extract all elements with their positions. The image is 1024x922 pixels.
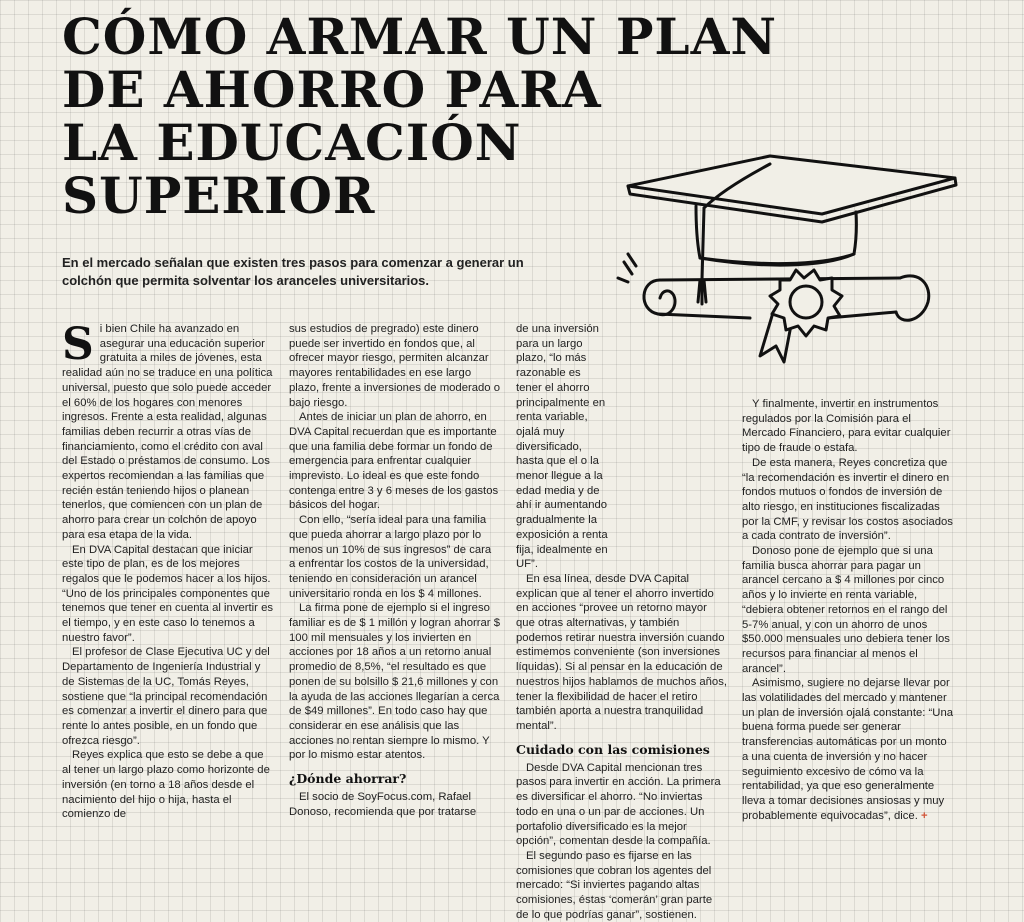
paragraph: La firma pone de ejemplo si el ingreso familiar es de $ 1 millón y logran ahorrar $ 100 mil mensuales y los invierten en acciones por 18 años a un retorno anual promedio de 8,5%, “el resultado es que ponen de su bolsillo $ 21,6 millones y con la ayuda de las acciones llegarían a cerca de $49 millones”. En todo caso hay que considerar en ese análisis que las acciones no rentan siempre lo mismo. Y por lo mismo estar atentos. — [289, 602, 500, 762]
paragraph: de una inversión para un largo plazo, “lo más razonable es tener el ahorro principalmente en renta variable, ojalá muy diversificado, hasta que el o la menor llegue a la edad media y de ahí ir aumentando gradualmente la exposición a renta fija, idealmente en UF”. — [516, 323, 608, 571]
article-column-4 — [742, 397, 954, 823]
article-column-1 — [62, 319, 274, 822]
paragraph: Y finalmente, invertir en instrumentos regulados por la Comisión para el Mercado Financiero, para evitar cualquier tipo de fraude o estafa. — [742, 398, 951, 455]
paragraph: Desde DVA Capital mencionan tres pasos para invertir en acción. La primera es diversificar el ahorro. “No inviertas todo en una o un par de acciones. Un portafolio diversificado es la mejor opción”, comentan desde la compañía. — [516, 761, 721, 848]
drop-cap: S — [62, 319, 94, 370]
subheading-donde-ahorrar: ¿Dónde ahorrar? — [289, 771, 407, 787]
paragraph: Con ello, “sería ideal para una familia que pueda ahorrar a largo plazo por lo menos un 10% de sus ingresos” de cara a enfrentar los costos de la universidad, teniendo en consideración un arancel universitario ronda en los $ 4 millones. — [289, 514, 492, 600]
paragraph: El profesor de Clase Ejecutiva UC y del Departamento de Ingeniería Industrial y de Sistemas de la UC, Tomás Reyes, sostiene que “la principal recomendación es comenzar a invertir el dinero para que rente lo antes posible, en un fondo que ofrezca riesgo”. — [62, 646, 270, 747]
closing-paragraph-text: Asimismo, sugiere no dejarse llevar por las volatilidades del mercado y mantener un plan de inversión ojalá constante: “Una buena forma puede ser generar transferencias automáticas por un monto a una cuenta de inversión y no hacer seguimiento excesivo de cómo va la rentabilidad, ya que eso generalmente lleva a tomar decisiones ansiosas y muy probablemente equivocadas”, dice. — [742, 677, 954, 822]
paragraph: Antes de iniciar un plan de ahorro, en DVA Capital recuerdan que es importante que una familia debe formar un fondo de emergencia para enfrentar cualquier imprevisto. Lo ideal es que este fondo contenga entre 3 y 6 meses de los gastos básicos del hogar. — [289, 411, 499, 512]
paragraph: El socio de SoyFocus.com, Rafael Donoso, recomienda que por tratarse — [289, 791, 477, 818]
article-column-3 — [516, 322, 727, 922]
paragraph: En esa línea, desde DVA Capital explican que al tener el ahorro invertido en acciones “provee un retorno mayor que otras alternativas, y también podemos retirar nuestra inversión cuando estimemos conveniente (son inversiones líquidas). Si al pensar en la educación de nuestros hijos hablamos de muchos años, tener la flexibilidad de hacer el retiro también aporta a nuestra tranquilidad mental”. — [516, 572, 727, 732]
article-headline: CÓMO ARMAR UN PLAN DE AHORRO PARA LA EDUCACIÓN SUPERIOR — [62, 7, 778, 225]
subheading-cuidado-comisiones: Cuidado con las comisiones — [516, 741, 710, 757]
paragraph: El segundo paso es fijarse en las comisiones que cobran los agentes del mercado: “Si inviertes pagando altas comisiones, éstas ‘comerán’ gran parte de lo que podrías ganar”, sostienen. — [516, 849, 713, 921]
article-column-2 — [289, 322, 500, 820]
paragraph: Donoso pone de ejemplo que si una familia busca ahorrar para pagar un arancel cercano a $ 4 millones por cinco años y lo invierte en renta variable, “debiera obtener retornos en el rango del 5-7% anual, y con un ahorro de unos $50.000 mensuales uno debiera tener los recursos para financiar al menos el arancel”. — [742, 545, 950, 675]
lead-paragraph-text: i bien Chile ha avanzado en asegurar una educación superior gratuita a miles de jóvenes, esta realidad aún no se traduce en una política universal, puesto que solo puede acceder el 60% de los hogares con menores ingresos. Frente a esta realidad, algunas familias deben recurrir a otras vías de financiamiento, como el crédito con aval del Estado o préstamos de consumo. Los expertos recomiendan a las familias que recién están teniendo hijos o planean tenerlos, que comiencen con un plan de ahorro para crear un colchón de apoyo para esa etapa de la vida. — [62, 323, 273, 541]
paragraph: En DVA Capital destacan que iniciar este tipo de plan, es de los mejores regalos que le podemos hacer a los hijos. “Uno de los principales componentes que tenemos que tener en cuenta al invertir es el tiempo, y en este caso lo tenemos a nuestro favor”. — [62, 543, 274, 644]
article-deck: En el mercado señalan que existen tres pasos para comenzar a generar un colchón que permita solventar los aranceles universitarios. — [62, 255, 524, 288]
paragraph: Reyes explica que esto se debe a que al tener un largo plazo como horizonte de inversión (en torno a 18 años desde el nacimiento del hijo o hija, hasta el comienzo de — [62, 749, 270, 821]
paragraph — [742, 676, 954, 823]
paragraph: De esta manera, Reyes concretiza que “la recomendación es invertir el dinero en fondos mutuos o fondos de inversión de alto riesgo, en instituciones fiscalizadas por la CMF, y revisar los costos asociados a cada contrato de inversión”. — [742, 456, 953, 543]
lead-paragraph — [62, 319, 273, 543]
end-mark: + — [920, 809, 928, 822]
paragraph: sus estudios de pregrado) este dinero puede ser invertido en fondos que, al ofrecer mayor riesgo, permiten alcanzar mayores rentabilidades en ese largo plazo, frente a inversiones de moderado o bajo riesgo. — [289, 323, 501, 409]
